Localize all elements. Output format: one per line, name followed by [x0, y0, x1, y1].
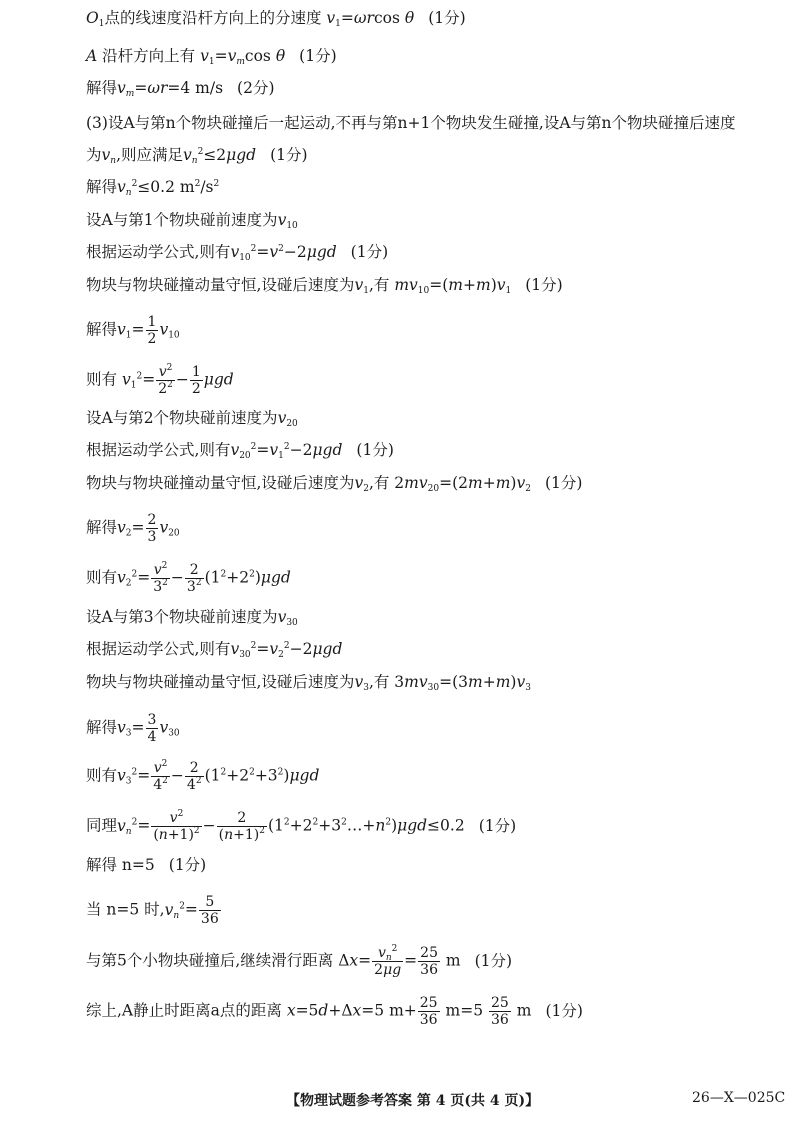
answer-line-1: $O_1$点的线速度沿杆方向上的分速度 $v_1=\omega rcos$ θ (1分): [86, 9, 466, 29]
footer-title: 【物理试题参考答案 第 4 页(共 4 页)】: [286, 1093, 540, 1109]
answer-line-15: 解得$v_2=$ $\frac{2}{3}$ $v_{20}$: [86, 512, 180, 545]
answer-line-8: 根据运动学公式,则有$v_{10}^2=v^2-2\mu gd$ (1分): [86, 243, 389, 263]
answer-line-20: 解得$v_3=$ $\frac{3}{4}$ $v_{30}$: [86, 712, 180, 745]
answer-line-3: 解得$v_m=\omega r=4$ m/s (2分): [86, 79, 275, 99]
answer-line-4: (3)设A与第n个物块碰撞后一起运动,不再与第n+1个物块发生碰撞,设A与第n个物块碰撞后速度: [86, 114, 736, 132]
answer-line-23: 解得 n=5 (1分): [86, 856, 207, 874]
answer-line-14: 物块与物块碰撞动量守恒,设碰后速度为$v_2$,有 $2mv_{20}=(2m+m)v_2$ (1分): [86, 474, 583, 494]
answer-line-21: 则有$v_3^2=$ $\frac{v^2}{4^2}$ − $\frac{2}{4^2}$ $(1^2+2^2+3^2)\mu gd$: [86, 759, 320, 793]
answer-line-24: 当 n=5 时$,v_n^2=$ $\frac{5}{36}$: [86, 894, 219, 927]
answer-line-2: A 沿杆方向上有 $v_1=v_m\cos$ θ (1分): [86, 47, 337, 67]
answer-line-7: 设A与第1个物块碰前速度为$v_{10}$: [86, 211, 298, 231]
answer-line-26: 综上,A静止时距离a点的距离 x=5d+Δx=5 m+ $\frac{25}{36}$ m=5 $\frac{25}{36}$ m (1分): [86, 995, 583, 1028]
answer-line-16: 则有$v_2^2=$ $\frac{v^2}{3^2}$ − $\frac{2}{3^2}$ $(1^2+2^2)\mu gd$: [86, 561, 291, 595]
answer-line-19: 物块与物块碰撞动量守恒,设碰后速度为$v_3$,有 $3mv_{30}=(3m+m)v_3$: [86, 673, 531, 693]
answer-line-9: 物块与物块碰撞动量守恒,设碰后速度为$v_1$,有 $mv_{10}=(m+m)v_1$ (1分): [86, 276, 563, 296]
answer-line-10: 解得$v_1=$ $\frac{1}{2}$ $v_{10}$: [86, 314, 180, 347]
answer-line-5: 为$v_n$,则应满足$v_n^2\le 2\mu gd$ (1分): [86, 146, 308, 166]
answer-line-12: 设A与第2个物块碰前速度为$v_{20}$: [86, 409, 298, 429]
answer-line-17: 设A与第3个物块碰前速度为$v_{30}$: [86, 608, 298, 628]
answer-line-22: 同理$v_n^2=$ $\frac{v^2}{(n+1)^2}$ − $\frac{2}{(n+1)^2}$ $(1^2+2^2+3^2\dots+n^2)\mu gd\le 0.2$ (1分): [86, 809, 517, 843]
exam-code: 26—X—025C: [692, 1090, 786, 1106]
answer-line-6: 解得$v_n^2\le 0.2$ $m^2/s^2$: [86, 178, 220, 198]
answer-line-18: 根据运动学公式,则有$v_{30}^2=v_2^2-2\mu gd$: [86, 640, 343, 660]
answer-line-13: 根据运动学公式,则有$v_{20}^2=v_1^2-2\mu gd$ (1分): [86, 441, 394, 461]
answer-line-25: 与第5个小物块碰撞后,继续滑行距离 Δx= $\frac{v_n^2}{2\mu g}$ = $\frac{25}{36}$ m (1分): [86, 944, 513, 978]
answer-line-11: 则有 $v_1^2=$ $\frac{v^2}{2^2}$ − $\frac{1}{2}$ μgd: [86, 363, 234, 397]
